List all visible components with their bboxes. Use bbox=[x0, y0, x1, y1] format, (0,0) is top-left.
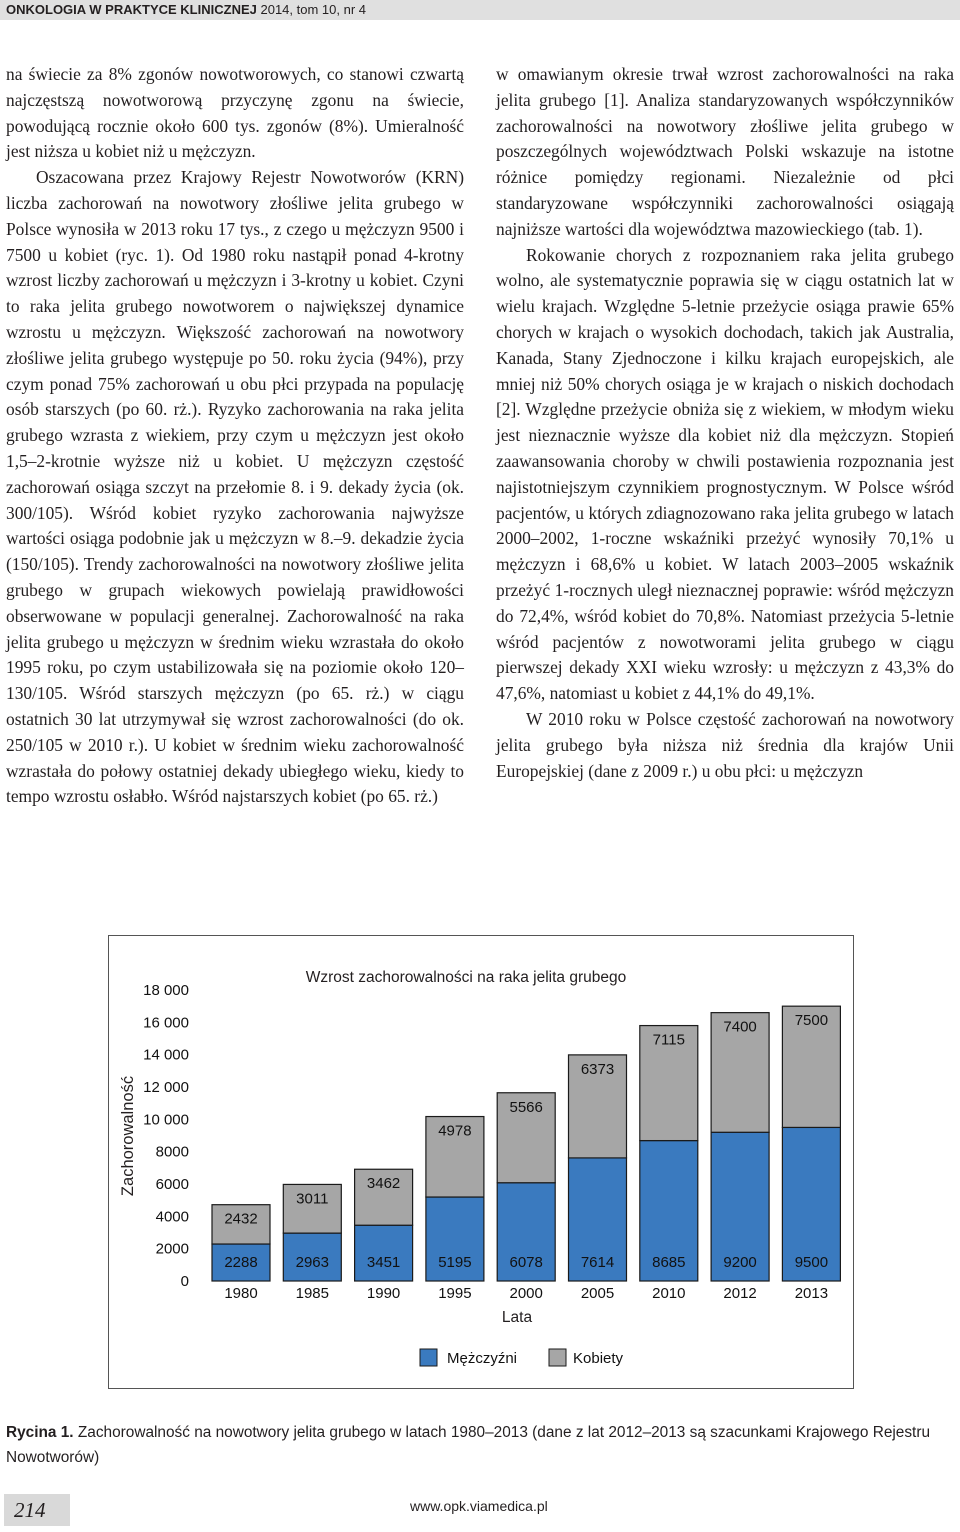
x-tick-label: 2005 bbox=[580, 1285, 615, 1302]
journal-name: ONKOLOGIA W PRAKTYCE KLINICZNEJ bbox=[6, 2, 257, 17]
y-tick-label: 2000 bbox=[155, 1240, 189, 1258]
y-tick-label: 10 000 bbox=[143, 1111, 189, 1129]
paragraph: w omawianym okresie trwał wzrost zachorowalności na raka jelita grubego [1]. Analiza standaryzowanych współczynników zachorowalności na nowotwory złośliwe jelita grubego w poszczególnych województwach Polski wskazuje na istotne różnice pomiędzy regionami. Niezależnie od płci standaryzowane współczynniki zachorowalności osiągają najniższe wartości dla województwa mazowieckiego (tab. 1). bbox=[496, 64, 954, 239]
y-tick-label: 8000 bbox=[155, 1143, 189, 1161]
x-tick-label: 2000 bbox=[509, 1285, 543, 1302]
x-tick-label: 1985 bbox=[295, 1285, 329, 1302]
data-label-men: 7614 bbox=[580, 1254, 615, 1271]
x-tick-label: 2010 bbox=[652, 1285, 686, 1302]
legend-label-women: Kobiety bbox=[573, 1350, 624, 1367]
data-label-women: 5566 bbox=[509, 1098, 543, 1116]
data-label-men: 2963 bbox=[295, 1254, 329, 1271]
paragraph: na świecie za 8% zgonów nowotworowych, co stanowi czwartą najczęstszą nowotworową przyczynę zgonu na świecie, powodującą rocznie około 600 tys. zgonów (8%). Umieralność jest niższa u kobiet niż u mężczyzn. bbox=[6, 64, 464, 162]
data-label-men: 3451 bbox=[366, 1254, 401, 1271]
paragraph: Oszacowana przez Krajowy Rejestr Nowotworów (KRN) liczba zachorowań na nowotwory złośliwe jelita grubego w Polsce wynosiła w 2013 roku 17 tys., z czego u mężczyzn 9500 i 7500 u kobiet (ryc. 1). Od 1980 roku nastąpił ponad 4-krotny wzrost liczby zachorowań u mężczyzn i 3-krotny u kobiet. Czyni to raka jelita grubego nowotworem o największej dynamice wzrostu u mężczyzn. Większość zachorowań na nowotwory złośliwe jelita grubego występuje po 50. roku życia (94%), przy czym ponad 75% zachorowań u obu płci przypada na populację osób starszych (po 60. rż.). Ryzyko zachorowania na raka jelita grubego wzrasta z wiekiem, przy czym u mężczyzn jest około 1,5–2-krotnie wyższe niż u kobiet. U mężczyzn częstość zachorowań osiąga szczyt na przełomie 8. i 9. dekady życia (ok. 300/105). Wśród kobiet ryzyko zachorowania najwyższe wartości osiąga podobnie jak u mężczyzn w 8.–9. dekadzie życia (150/105). Trendy zachorowalności na nowotwory złośliwe jelita grubego w grupach wiekowych powielają prawidłowości obserwowane w populacji generalnej. Zachorowalność na raka jelita grubego u mężczyzn w średnim wieku wzrastała do około 1995 roku, po czym ustabilizowała się na poziomie około 120–130/105. Wśród starszych mężczyzn (po 65. rż.) w ciągu ostatnich 30 lat utrzymywał się wzrost zachorowalności (do ok. 250/105 w 2010 r.). U kobiet w średnim wieku zachorowalność wzrastała do połowy ostatniej dekady ubiegłego wieku, kiedy to tempo wzrostu osłabło. Wśród najstarszych kobiet (po 65. rż.) bbox=[6, 167, 464, 807]
data-label-men: 2288 bbox=[224, 1254, 258, 1271]
journal-issue: 2014, tom 10, nr 4 bbox=[260, 2, 366, 17]
data-label-men: 9200 bbox=[723, 1254, 757, 1271]
left-column bbox=[6, 62, 464, 810]
journal-url: www.opk.viamedica.pl bbox=[410, 1498, 548, 1514]
paragraph: W 2010 roku w Polsce częstość zachorowań na nowotwory jelita grubego była niższa niż średnia dla krajów Unii Europejskiej (dane z 2009 r.) u obu płci: u mężczyzn bbox=[496, 708, 954, 781]
data-label-women: 6373 bbox=[580, 1060, 615, 1078]
chart-title: Wzrost zachorowalności na raka jelita grubego bbox=[305, 969, 627, 986]
data-label-men: 9500 bbox=[794, 1254, 829, 1271]
y-axis-label: Zachorowalność bbox=[119, 1075, 137, 1197]
legend-swatch-men bbox=[420, 1349, 437, 1366]
bar-chart bbox=[109, 936, 853, 1388]
y-tick-label: 18 000 bbox=[143, 982, 189, 999]
y-tick-label: 6000 bbox=[155, 1176, 189, 1193]
y-tick-label: 14 000 bbox=[143, 1046, 189, 1064]
legend-label-men: Mężczyźni bbox=[447, 1350, 518, 1367]
legend-swatch-women bbox=[549, 1349, 566, 1366]
caption-label: Rycina 1. bbox=[6, 1424, 74, 1441]
figure-caption bbox=[6, 1420, 956, 1470]
journal-title bbox=[6, 2, 366, 17]
x-tick-label: 1990 bbox=[366, 1285, 401, 1302]
x-axis-label: Lata bbox=[501, 1309, 533, 1326]
x-tick-label: 2013 bbox=[794, 1285, 829, 1302]
y-tick-label: 4000 bbox=[155, 1208, 189, 1226]
x-tick-label: 2012 bbox=[723, 1285, 757, 1302]
data-label-women: 7115 bbox=[652, 1031, 685, 1049]
data-label-women: 4978 bbox=[438, 1122, 472, 1140]
running-header bbox=[0, 0, 960, 20]
data-label-women: 7400 bbox=[723, 1018, 757, 1036]
x-tick-label: 1995 bbox=[438, 1285, 472, 1302]
data-label-men: 8685 bbox=[652, 1254, 686, 1271]
data-label-men: 5195 bbox=[438, 1254, 472, 1271]
data-label-women: 7500 bbox=[794, 1012, 829, 1030]
data-label-women: 2432 bbox=[224, 1210, 258, 1228]
right-column bbox=[496, 62, 954, 784]
figure bbox=[108, 935, 854, 1389]
data-label-men: 6078 bbox=[509, 1254, 543, 1271]
page-number-box bbox=[4, 1494, 70, 1526]
data-label-women: 3011 bbox=[296, 1190, 329, 1208]
data-label-women: 3462 bbox=[366, 1175, 401, 1193]
y-tick-label: 0 bbox=[180, 1273, 189, 1290]
paragraph: Rokowanie chorych z rozpoznaniem raka jelita grubego wolno, ale systematycznie poprawia się w ciągu ostatnich lat w wielu krajach. Względne 5-letnie przeżycie osiąga prawie 65% chorych w krajach o wysokich dochodach, takich jak Australia, Kanada, Stany Zjednoczone i kilku krajach europejskich, ale mniej niż 50% chorych osiąga je w krajach o niskich dochodach [2]. Względne przeżycie obniża się z wiekiem, w młodym wieku jest nieznacznie wyższe dla kobiet niż dla mężczyzn. Stopień zaawansowania choroby w chwili postawienia rozpoznania jest najistotniejszym czynnikiem prognostycznym. W Polsce wśród pacjentów, u których zdiagnozowano raka jelita grubego w latach 2000–2002, 1-roczne wskaźniki przeżyć wynosiły 70,1% u mężczyzn i 68,6% u kobiet. W latach 2003–2005 wskaźnik przeżyć 1-rocznych uległ nieznacznej poprawie: wśród mężczyzn do 72,4%, wśród kobiet do 70,8%. Natomiast przeżycia 5-letnie wśród pacjentów z nowotworami jelita grubego w ciągu pierwszej dekady XXI wieku wzrosły: u mężczyzn z 43,3% do 47,6%, natomiast u kobiet z 44,1% do 49,1%. bbox=[496, 244, 954, 704]
caption-text: Zachorowalność na nowotwory jelita grubego w latach 1980–2013 (dane z lat 2012–2013 są szacunkami Krajowego Rejestru Nowotworów) bbox=[6, 1424, 931, 1466]
page-number: 214 bbox=[14, 1498, 46, 1522]
y-tick-label: 16 000 bbox=[143, 1014, 189, 1032]
x-tick-label: 1980 bbox=[224, 1285, 258, 1302]
y-tick-label: 12 000 bbox=[143, 1079, 189, 1096]
